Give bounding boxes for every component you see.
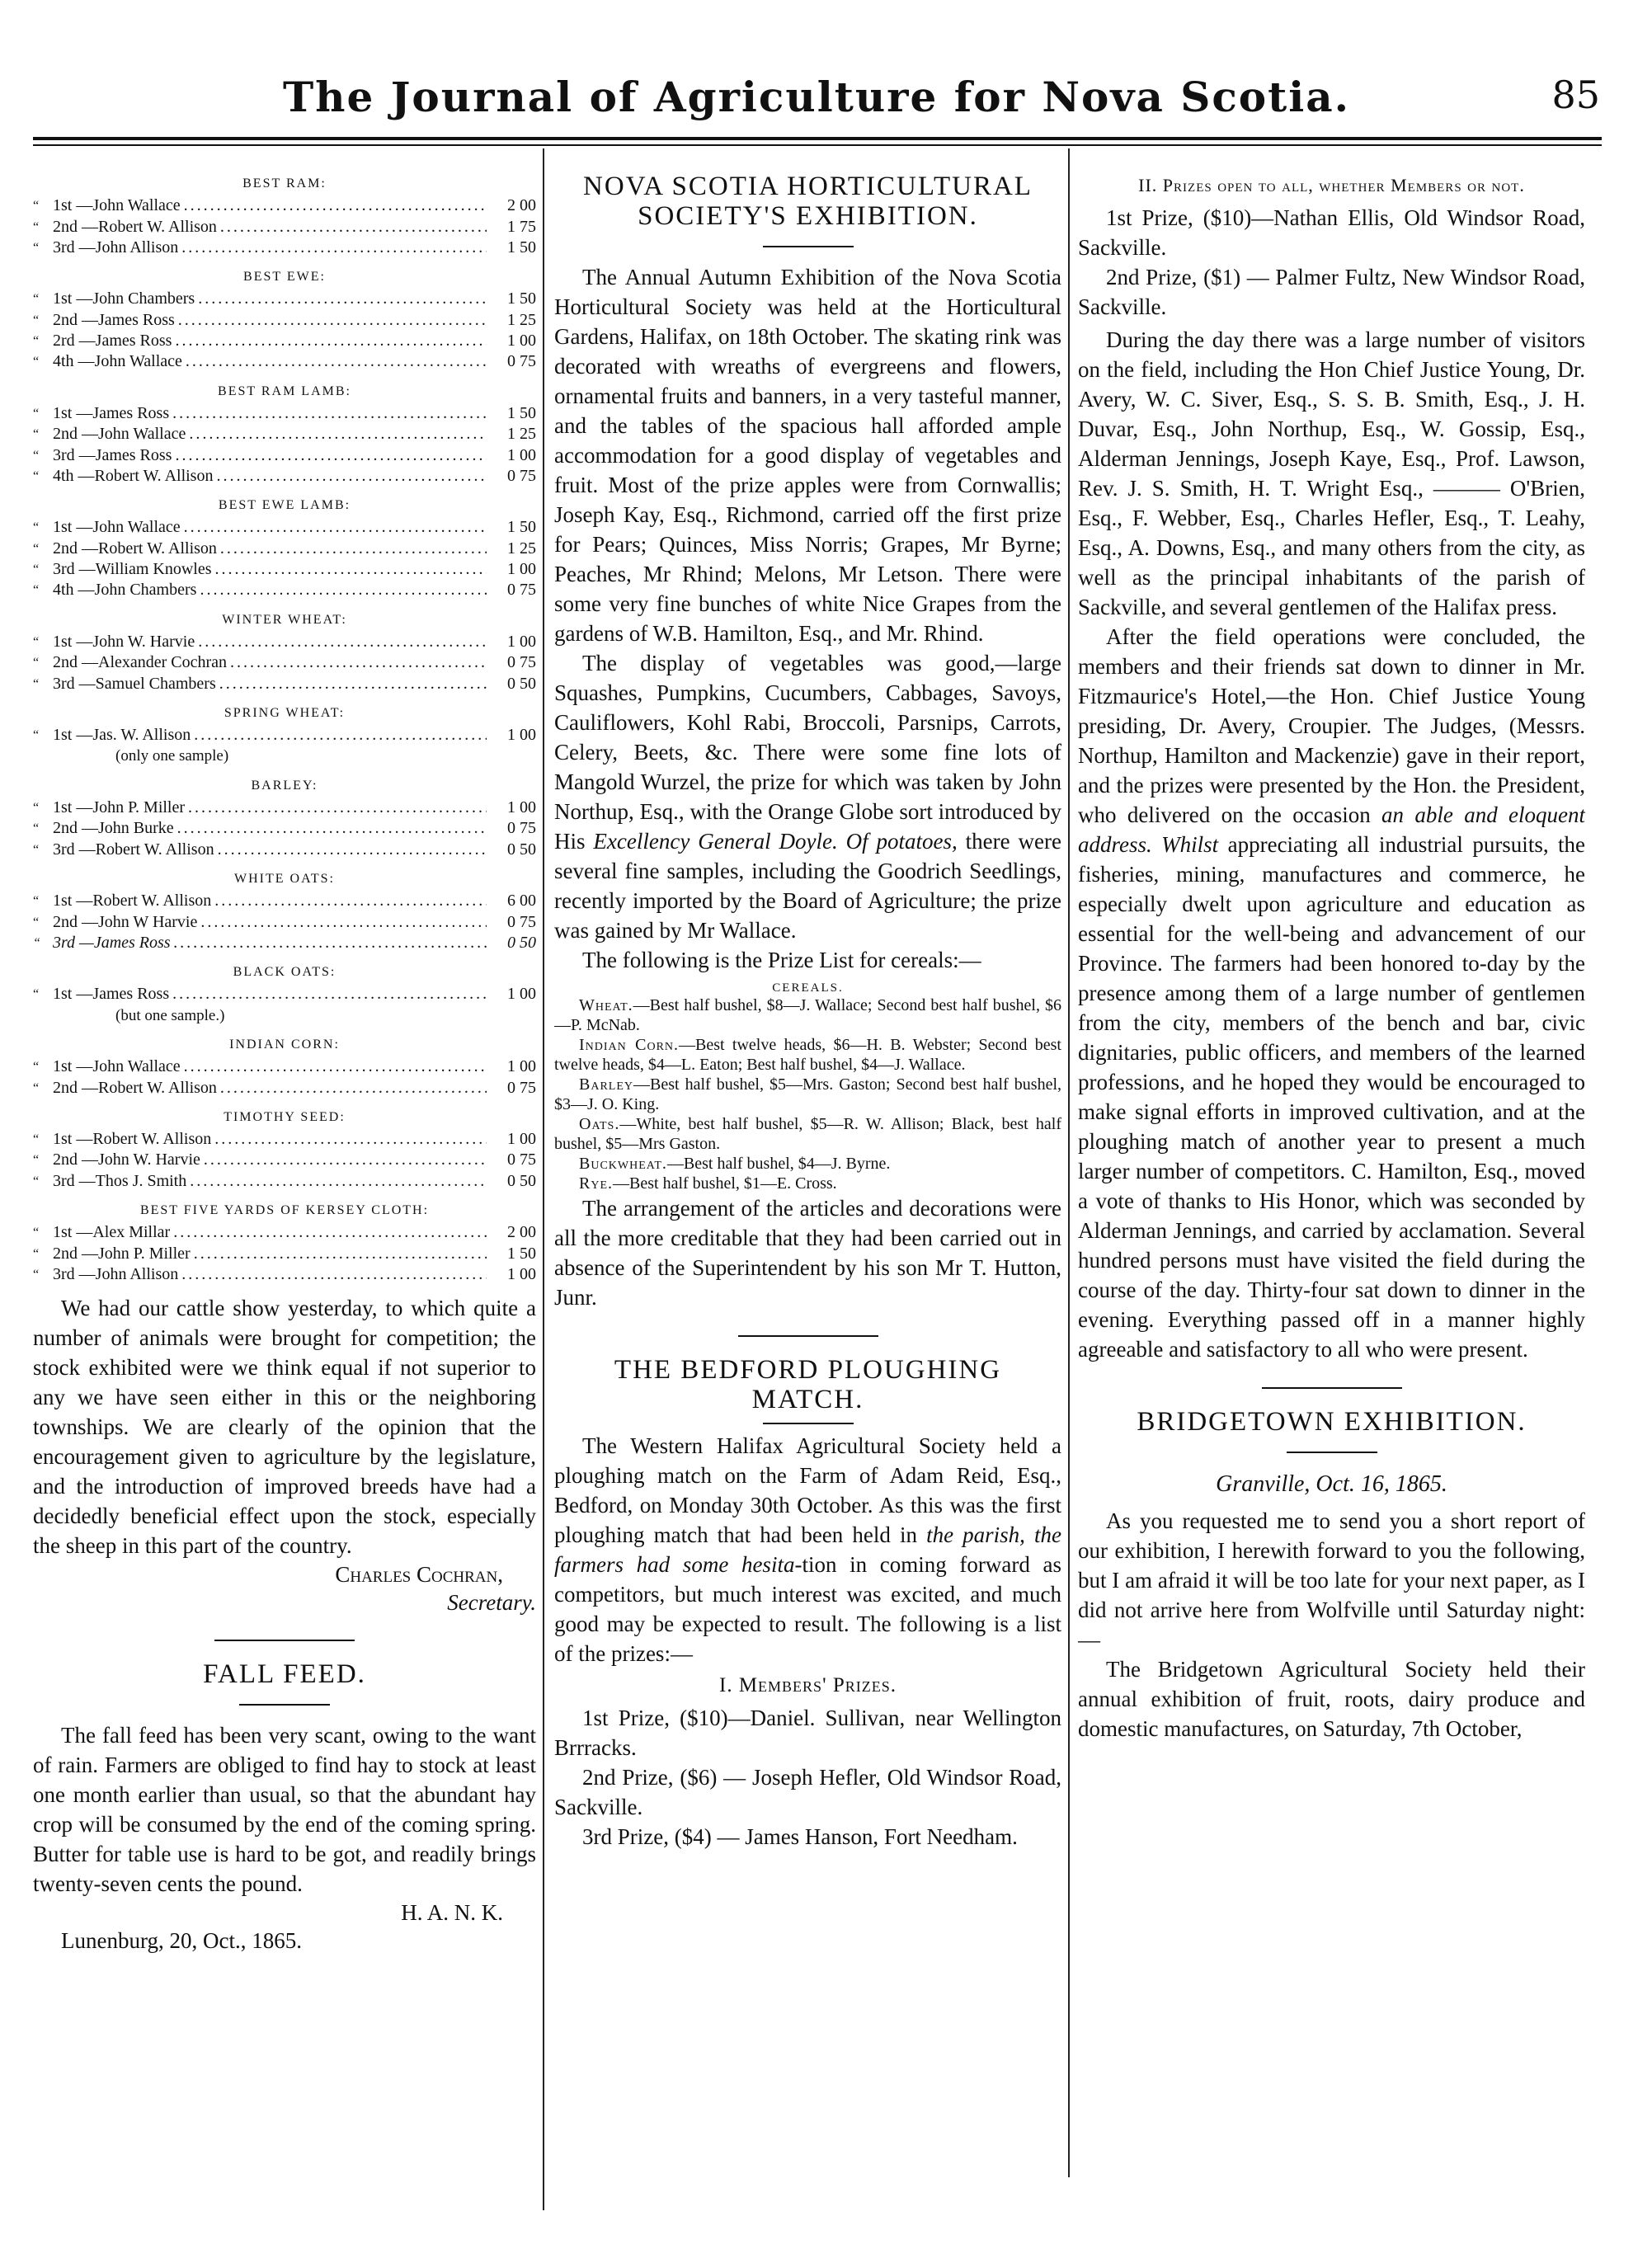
- prize-amount: 0 50: [507, 1171, 536, 1190]
- prize-amount: 1 25: [507, 539, 536, 558]
- ditto-mark: “: [33, 987, 40, 1002]
- prize-amount: 1 25: [507, 310, 536, 329]
- prize-entry: [33, 912, 536, 933]
- prize-winner: 2rd —James Ross: [53, 332, 172, 351]
- cereal-label: Wheat.: [579, 996, 633, 1014]
- cereal-entry: [554, 995, 1061, 1035]
- prize-amount: 0 75: [507, 466, 536, 485]
- journal-title: The Journal of Agriculture for Nova Scotia.: [282, 73, 1351, 121]
- prize-amount: 1 00: [507, 445, 536, 464]
- cereal-entry: [554, 1114, 1061, 1154]
- ditto-mark: “: [33, 541, 40, 556]
- prize-entry: [33, 652, 536, 673]
- prize-winner: 3rd —James Ross: [53, 445, 172, 464]
- bedford-p3: [1078, 622, 1585, 1364]
- prize-entry: [33, 195, 536, 216]
- fall-feed-article: [33, 1720, 536, 1899]
- fall-feed-heading: FALL FEED.: [203, 1659, 366, 1690]
- prize-amount: 1 50: [507, 518, 536, 537]
- prize-amount: 1 00: [507, 726, 536, 745]
- ditto-mark: “: [33, 583, 40, 598]
- column-middle: [554, 157, 1061, 2202]
- dot-leader: [191, 725, 487, 746]
- ditto-mark: “: [33, 292, 40, 307]
- dot-leader: [171, 933, 487, 953]
- dot-leader: [181, 517, 487, 538]
- prize-entry: [33, 1171, 536, 1192]
- ditto-mark: “: [33, 1080, 40, 1095]
- prize-amount: 1 00: [507, 1130, 536, 1149]
- prize-winner: 2nd —John Burke: [53, 819, 174, 838]
- members-prize: 2nd Prize, ($6) — Joseph Hefler, Old Windsor Road, Sackville.: [554, 1765, 1061, 1819]
- prize-amount: 0 75: [507, 581, 536, 600]
- header-rule-thin: [33, 144, 1602, 146]
- prize-category: BEST EWE:: [243, 270, 326, 285]
- bedford-continuation: [1078, 325, 1585, 1364]
- dot-leader: [227, 652, 487, 673]
- prize-amount: 0 75: [507, 1150, 536, 1169]
- ditto-mark: “: [33, 801, 40, 816]
- prize-winner: 4th —John Wallace: [53, 352, 182, 371]
- prize-category: TIMOTHY SEED:: [224, 1109, 346, 1124]
- prize-winner: 1st —John Wallace: [53, 1057, 181, 1076]
- prize-amount: 2 00: [507, 1223, 536, 1242]
- cereal-text: —Best half bushel, $8—J. Wallace; Second best half bushel, $6—P. McNab.: [554, 996, 1061, 1034]
- prize-entry: [33, 403, 536, 424]
- prize-entry: [33, 840, 536, 860]
- masthead: [33, 58, 1600, 132]
- prize-winner: 3rd —Robert W. Allison: [53, 840, 214, 859]
- column-divider: [1068, 148, 1070, 2177]
- fall-feed-text: The fall feed has been very scant, owing to the want of rain. Farmers are obliged to find hay to stock at least one month earlier than usual, so that the abundant hay crop will be consumed by the end of the coming spring. Butter for table use is hard to be got, and readily brings twenty-seven cents the pound.: [33, 1723, 536, 1897]
- text-run: tion in coming forward as competitors, but much interest was excited, and much good may be expected to result. The following is a list of the prizes:—: [554, 1552, 1061, 1666]
- cereal-entry: [554, 1174, 1061, 1193]
- prize-amount: 1 00: [507, 632, 536, 651]
- prize-amount: 6 00: [507, 892, 536, 910]
- members-prize: 1st Prize, ($10)—Daniel. Sullivan, near Wellington Brrracks.: [554, 1706, 1061, 1760]
- text-run-italic: the parish, the farmers had some hesita-: [554, 1522, 1061, 1577]
- horticultural-p4: The arrangement of the articles and decorations were all the more creditable that they had been carried out in absence of the Superintendent by his son Mr T. Hutton, Junr.: [554, 1196, 1061, 1310]
- text-run-italic: an able and eloquent address. Whilst: [1078, 802, 1585, 857]
- prize-entry: [33, 933, 536, 953]
- text-run-italic: Excellency General Doyle. Of potatoes,: [593, 829, 958, 854]
- dot-leader: [182, 351, 487, 372]
- cereals-heading: CEREALS.: [772, 981, 844, 995]
- open-prizes-heading: II. Prizes open to all, whether Members or not.: [1138, 175, 1525, 195]
- prize-winner: 2nd —James Ross: [53, 310, 175, 329]
- ditto-mark: “: [33, 894, 40, 909]
- prize-amount: 1 00: [507, 985, 536, 1004]
- dot-leader: [186, 424, 487, 445]
- dot-leader: [217, 217, 487, 238]
- prize-winner: 2nd —John W. Harvie: [53, 1150, 200, 1169]
- text-run: The Western Halifax Agricultural Society held a ploughing match on the Farm of Adam Reid, Esq., Bedford, on Monday 30th October. As this was the first ploughing match that had been held in: [554, 1433, 1061, 1547]
- prize-entry: [33, 331, 536, 351]
- ditto-mark: “: [33, 821, 40, 836]
- cereal-label: Buckwheat.: [579, 1155, 667, 1173]
- ditto-mark: “: [33, 219, 40, 234]
- prize-category: BLACK OATS:: [233, 965, 337, 980]
- prize-category: INDIAN CORN:: [229, 1037, 340, 1052]
- cattle-show-article: [33, 1293, 536, 1560]
- column-right: [1078, 157, 1585, 2202]
- prize-entry: [33, 1150, 536, 1170]
- prize-amount: 0 50: [507, 933, 536, 952]
- section-rule: [738, 1335, 878, 1337]
- prize-winner: 3rd —William Knowles: [53, 560, 212, 579]
- cereal-text: —Best half bushel, $5—Mrs. Gaston; Second best half bushel, $3—J. O. King.: [554, 1075, 1061, 1113]
- bridgetown-heading: BRIDGETOWN EXHIBITION.: [1137, 1407, 1527, 1437]
- members-prize-list: [554, 1703, 1061, 1852]
- cereal-label: Barley: [579, 1075, 634, 1094]
- cereal-text: —White, best half bushel, $5—R. W. Allison; Black, best half bushel, $5—Mrs Gaston.: [554, 1115, 1061, 1153]
- prize-winner: 3rd —Thos J. Smith: [53, 1171, 187, 1190]
- prize-winner: 1st —Jas. W. Allison: [53, 726, 191, 745]
- prize-list: [33, 173, 536, 1285]
- dot-leader: [211, 891, 487, 911]
- prize-entry: [33, 1264, 536, 1285]
- prize-category: BARLEY:: [251, 778, 318, 793]
- prize-amount: 0 50: [507, 840, 536, 859]
- ditto-mark: “: [33, 427, 40, 442]
- prize-winner: 1st —John Wallace: [53, 196, 181, 215]
- bedford-heading: THE BEDFORD PLOUGHING MATCH.: [614, 1355, 1002, 1414]
- cereal-entry: [554, 1154, 1061, 1174]
- prize-entry: [33, 1056, 536, 1077]
- prize-entry: [33, 725, 536, 746]
- horticultural-article: [554, 262, 1061, 975]
- bridgetown-p1: As you requested me to send you a short report of our exhibition, I herewith forward to you the following, but I am afraid it will be too late for your next paper, as I did not arrive here from Wolfville until Saturday night:—: [1078, 1508, 1585, 1652]
- signature-title: Secretary.: [447, 1590, 536, 1616]
- dot-leader: [200, 1150, 487, 1170]
- prize-category: WINTER WHEAT:: [222, 612, 347, 627]
- dot-leader: [172, 331, 487, 351]
- prize-winner: 1st —Robert W. Allison: [53, 892, 212, 910]
- open-prize: 2nd Prize, ($1) — Palmer Fultz, New Windsor Road, Sackville.: [1078, 265, 1585, 319]
- prize-winner: 2nd —John P. Miller: [53, 1244, 191, 1263]
- prize-entry: [33, 984, 536, 1005]
- bedford-p2: During the day there was a large number of visitors on the field, including the Hon Chief Justice Young, Dr. Avery, W. C. Siver, Esq., S. S. B. Smith, Esq., J. H. Duvar, Esq., John Northup, Esq., W. Gossip, Esq., Alderman Jennings, Joseph Kaye, Esq., Prof. Lawson, Rev. J. S. Smith, H. T. Wright Esq., ——— O'Brien, Esq., F. Webber, Esq., Charles Hefler, Esq., T. Leahy, Esq., A. Downs, Esq., and many others from the city, as well as the principal inhabitants of the parish of Sackville, and several gentlemen of the Halifax press.: [1078, 327, 1585, 619]
- prize-winner: 1st —John Chambers: [53, 289, 195, 308]
- ditto-mark: “: [33, 656, 40, 671]
- cereal-entry: [554, 1075, 1061, 1114]
- prize-winner: 1st —John P. Miller: [53, 798, 186, 817]
- ditto-mark: “: [33, 935, 40, 950]
- horticultural-closing: [554, 1193, 1061, 1312]
- prize-winner: 2nd —Robert W. Allison: [53, 539, 217, 558]
- ditto-mark: “: [33, 1174, 40, 1188]
- prize-amount: 2 00: [507, 196, 536, 215]
- dot-leader: [217, 539, 487, 559]
- text-run: appreciating all industrial pursuits, the fisheries, mining, manufactures and commerce, he especially dwelt upon agriculture and education as essential for the well-being and advancement of our Province. The farmers had been honored to-day by the presence among them of a large number of gentlemen from the city, members of the bench and bar, civic dignitaries, public officers, and members of the learned professions, and he hoped they would be encouraged to make signal efforts in improved cultivation, and at the ploughing match of another year to present a much larger number of competitors. C. Hamilton, Esq., moved a vote of thanks to His Honor, which was seconded by Alderman Jennings, and carried by acclamation. Several hundred persons must have visited the field during the course of the day. Thirty-four sat down to dinner in the evening. Everything passed off in a manner highly agreeable and satisfactory to all who were present.: [1078, 832, 1585, 1362]
- dot-leader: [197, 912, 487, 933]
- fall-feed-signature: H. A. N. K.: [401, 1900, 503, 1926]
- cereals-list: [554, 995, 1061, 1193]
- ditto-mark: “: [33, 634, 40, 649]
- text-run: there were several fine samples, including the Goodrich Seedlings, recently imported by the Board of Agriculture; the prize was gained by Mr Wallace.: [554, 829, 1061, 943]
- prize-amount: 1 50: [507, 1244, 536, 1263]
- prize-winner: 1st —Alex Millar: [53, 1223, 171, 1242]
- ditto-mark: “: [33, 562, 40, 577]
- dot-leader: [195, 632, 487, 652]
- prize-category: BEST FIVE YARDS OF KERSEY CLOTH:: [139, 1203, 430, 1218]
- dot-leader: [217, 1078, 487, 1099]
- dot-leader: [178, 1264, 487, 1285]
- prize-entry: [33, 1078, 536, 1099]
- column-divider: [543, 148, 544, 2210]
- prize-entry: [33, 424, 536, 445]
- prize-amount: 0 50: [507, 674, 536, 693]
- dot-leader: [216, 674, 487, 694]
- bedford-p1: [554, 1431, 1061, 1668]
- prize-category: WHITE OATS:: [234, 871, 335, 886]
- prize-amount: 1 00: [507, 332, 536, 351]
- bridgetown-article: [1078, 1506, 1585, 1743]
- text-run: The display of vegetables was good,—large Squashes, Pumpkins, Cucumbers, Cabbages, Savoys, Cauliflowers, Kohl Rabi, Broccoli, Parsnips, Carrots, Celery, Beets, &c. There were some fine lots of Mangold Wurzel, the prize for which was taken by John Northup, Esq., with the Orange Globe sort introduced by His: [554, 651, 1061, 854]
- ditto-mark: “: [33, 1226, 40, 1240]
- prize-winner: 2nd —Robert W. Allison: [53, 217, 217, 236]
- prize-amount: 1 00: [507, 560, 536, 579]
- prize-winner: 2nd —John Wallace: [53, 425, 186, 444]
- bridgetown-p2: The Bridgetown Agricultural Society held their annual exhibition of fruit, roots, dairy produce and domestic manufactures, on Saturday, 7th October,: [1078, 1657, 1585, 1741]
- cereal-label: Rye.: [579, 1174, 614, 1193]
- ditto-mark: “: [33, 406, 40, 421]
- prize-entry: [33, 632, 536, 652]
- prize-note: (but one sample.): [115, 1006, 225, 1024]
- prize-winner: 1st —Robert W. Allison: [53, 1130, 212, 1149]
- dot-leader: [175, 310, 487, 331]
- prize-winner: 1st —James Ross: [53, 985, 170, 1004]
- ditto-mark: “: [33, 468, 40, 483]
- prize-category: BEST RAM LAMB:: [218, 383, 351, 398]
- prize-amount: 0 75: [507, 1078, 536, 1097]
- prize-amount: 0 75: [507, 912, 536, 931]
- ditto-mark: “: [33, 355, 40, 369]
- open-prize: 1st Prize, ($10)—Nathan Ellis, Old Windsor Road, Sackville.: [1078, 205, 1585, 260]
- prize-amount: 0 75: [507, 653, 536, 672]
- prize-entry: [33, 466, 536, 487]
- prize-amount: 1 25: [507, 425, 536, 444]
- horticultural-heading: NOVA SCOTIA HORTICULTURAL SOCIETY'S EXHIBITION.: [583, 172, 1033, 231]
- cattle-show-text: We had our cattle show yesterday, to which quite a number of animals were brought for competition; the stock exhibited were we think equal if not superior to any we have seen either in this or the neighboring townships. We are clearly of the opinion that the encouragement given to agriculture by the legislature, and the introduction of improved breeds have had a decidedly beneficial effect upon the stock, especially the sheep in this part of the country.: [33, 1296, 536, 1559]
- prize-entry: [33, 445, 536, 466]
- fall-feed-dateline: Lunenburg, 20, Oct., 1865.: [61, 1928, 302, 1954]
- page-number: 85: [1551, 73, 1600, 117]
- horticultural-p1: The Annual Autumn Exhibition of the Nova Scotia Horticultural Society was held at the Horticultural Gardens, Halifax, on 18th October. The skating rink was decorated with wreaths of evergreens and flowers, ornamental fruits and banners, in a very tasteful manner, and the tables of the spacious hall afforded ample accommodation for a good display of vegetables and fruit. Most of the prize apples were from Cornwallis; Joseph Kay, Esq., Richmond, carried off the first prize for Pears; Quinces, Miss Norris; Grapes, Mr Byrne; Peaches, Mr Rhind; Melons, Mr Letson. There were some very fine bunches of white Nice Grapes from the gardens of W.B. Hamilton, Esq., and Mr. Rhind.: [554, 265, 1061, 646]
- prize-amount: 1 75: [507, 217, 536, 236]
- prize-winner: 3rd —John Allison: [53, 238, 179, 256]
- dot-leader: [169, 403, 487, 424]
- prize-category: BEST EWE LAMB:: [218, 498, 351, 513]
- horticultural-p3: The following is the Prize List for cereals:—: [582, 948, 981, 972]
- dot-leader: [169, 984, 487, 1005]
- cereal-text: —Best half bushel, $4—J. Byrne.: [666, 1155, 891, 1173]
- prize-category: BEST RAM:: [242, 176, 327, 191]
- horticultural-p2: [554, 648, 1061, 945]
- dot-leader: [212, 559, 487, 580]
- prize-entry: [33, 238, 536, 258]
- prize-amount: 0 75: [507, 819, 536, 838]
- dot-leader: [185, 798, 487, 818]
- prize-winner: 3rd —James Ross: [53, 933, 171, 952]
- prize-entry: [33, 674, 536, 694]
- dot-leader: [213, 466, 487, 487]
- ditto-mark: “: [33, 313, 40, 327]
- ditto-mark: “: [33, 728, 40, 743]
- heading-rule: [239, 1704, 330, 1706]
- dot-leader: [211, 1129, 487, 1150]
- cereal-text: —Best twelve heads, $6—H. B. Webster; Second best twelve heads, $4—L. Eaton; Best half bushel, $4—J. Wallace.: [554, 1036, 1061, 1074]
- prize-entry: [33, 217, 536, 238]
- dot-leader: [186, 1171, 487, 1192]
- prize-amount: 1 50: [507, 238, 536, 256]
- bedford-article: [554, 1431, 1061, 1668]
- prize-entry: [33, 1222, 536, 1243]
- dot-leader: [181, 195, 487, 216]
- section-rule: [1262, 1387, 1402, 1389]
- prize-entry: [33, 1129, 536, 1150]
- ditto-mark: “: [33, 240, 40, 255]
- prize-entry: [33, 798, 536, 818]
- prize-entry: [33, 559, 536, 580]
- prize-winner: 1st —John W. Harvie: [53, 632, 195, 651]
- text-run: After the field operations were concluded, the members and their friends sat down to dinner in Mr. Fitzmaurice's Hotel,—the Hon. Chief Justice Young presiding, Dr. Avery, Croupier. The Judges, (Messrs. Northup, Hamilton and Mackenzie) gave in their report, and the prizes were presented by the Hon. the President, who delivered on the occasion: [1078, 624, 1585, 827]
- prize-amount: 0 75: [507, 352, 536, 371]
- ditto-mark: “: [33, 448, 40, 463]
- ditto-mark: “: [33, 1132, 40, 1147]
- ditto-mark: “: [33, 676, 40, 691]
- dot-leader: [181, 1056, 487, 1077]
- heading-rule: [1287, 1452, 1377, 1453]
- prize-amount: 1 50: [507, 403, 536, 422]
- prize-note: (only one sample): [115, 747, 229, 765]
- members-prize: 3rd Prize, ($4) — James Hanson, Fort Needham.: [582, 1824, 1018, 1849]
- dot-leader: [170, 1222, 487, 1243]
- prize-winner: 3rd —Samuel Chambers: [53, 674, 216, 693]
- dot-leader: [196, 580, 487, 600]
- heading-rule: [763, 1423, 854, 1424]
- ditto-mark: “: [33, 520, 40, 535]
- prize-entry: [33, 891, 536, 911]
- cereal-entry: [554, 1035, 1061, 1075]
- column-left: [33, 157, 536, 2210]
- ditto-mark: “: [33, 842, 40, 857]
- ditto-mark: “: [33, 1267, 40, 1282]
- prize-amount: 1 00: [507, 1057, 536, 1076]
- dot-leader: [178, 238, 487, 258]
- ditto-mark: “: [33, 1060, 40, 1075]
- bridgetown-dateline: Granville, Oct. 16, 1865.: [1216, 1471, 1447, 1497]
- prize-winner: 1st —James Ross: [53, 403, 170, 422]
- prize-winner: 4th —John Chambers: [53, 581, 197, 600]
- prize-entry: [33, 351, 536, 372]
- open-prize-list: [1078, 203, 1585, 322]
- dot-leader: [214, 840, 487, 860]
- prize-winner: 4th —Robert W. Allison: [53, 466, 214, 485]
- prize-amount: 1 00: [507, 1264, 536, 1283]
- prize-entry: [33, 580, 536, 600]
- prize-entry: [33, 517, 536, 538]
- prize-entry: [33, 310, 536, 331]
- dot-leader: [174, 818, 487, 839]
- dot-leader: [172, 445, 487, 466]
- prize-winner: 3rd —John Allison: [53, 1264, 179, 1283]
- prize-winner: 1st —John Wallace: [53, 518, 181, 537]
- section-rule: [214, 1640, 355, 1641]
- prize-winner: 2nd —Alexander Cochran: [53, 653, 228, 672]
- dot-leader: [191, 1244, 487, 1264]
- prize-entry: [33, 1244, 536, 1264]
- ditto-mark: “: [33, 1153, 40, 1168]
- signature: Charles Cochran,: [335, 1562, 503, 1588]
- cereal-label: Indian Corn.: [579, 1036, 680, 1054]
- ditto-mark: “: [33, 334, 40, 349]
- prize-entry: [33, 289, 536, 309]
- ditto-mark: “: [33, 199, 40, 214]
- cereal-text: —Best half bushel, $1—E. Cross.: [613, 1174, 837, 1193]
- prize-category: SPRING WHEAT:: [224, 705, 346, 720]
- prize-winner: 2nd —Robert W. Allison: [53, 1078, 217, 1097]
- dot-leader: [195, 289, 487, 309]
- header-rule: [33, 137, 1602, 140]
- prize-entry: [33, 539, 536, 559]
- prize-amount: 1 00: [507, 798, 536, 817]
- heading-rule: [763, 246, 854, 247]
- prize-winner: 2nd —John W Harvie: [53, 912, 198, 931]
- prize-amount: 1 50: [507, 289, 536, 308]
- members-prizes-heading: I. Members' Prizes.: [719, 1674, 897, 1696]
- ditto-mark: “: [33, 1246, 40, 1261]
- cereal-label: Oats.: [579, 1115, 620, 1133]
- prize-entry: [33, 818, 536, 839]
- ditto-mark: “: [33, 915, 40, 929]
